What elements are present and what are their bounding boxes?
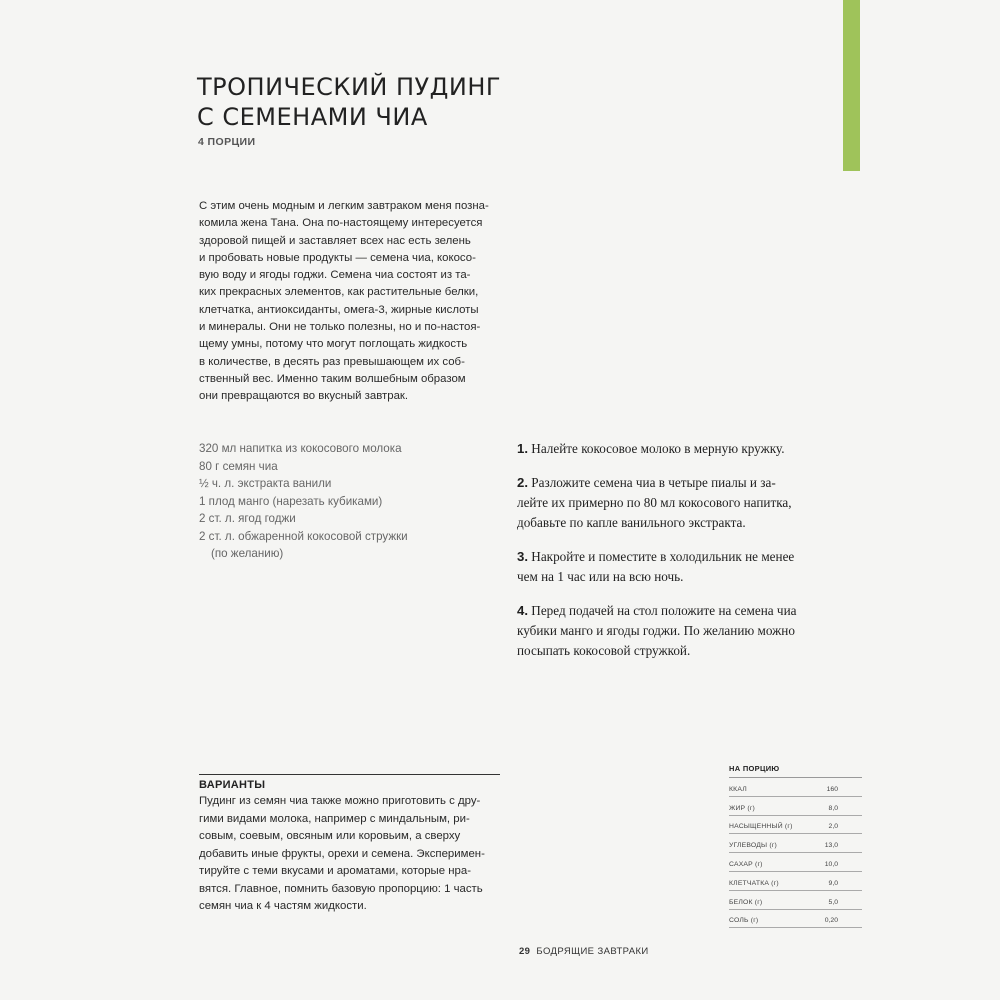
step-text: Налейте кокосовое молоко в мерную кружку. bbox=[531, 441, 785, 456]
nutrition-value: 10,0 bbox=[824, 860, 838, 868]
step-line bbox=[517, 547, 817, 567]
nutrition-row bbox=[729, 910, 862, 929]
nutrition-table bbox=[729, 764, 862, 928]
intro-line: ственный вес. Именно таким волшебным образом bbox=[199, 372, 466, 385]
recipe-title-line: ТРОПИЧЕСКИЙ ПУДИНГ bbox=[197, 73, 502, 101]
intro-line: щему умны, потому что могут поглощать жидкость bbox=[199, 338, 468, 351]
method-step bbox=[517, 601, 817, 661]
variants-line: добавить иные фрукты, орехи и семена. Эксперимен- bbox=[199, 847, 485, 860]
step-line bbox=[517, 439, 817, 459]
variants-divider bbox=[199, 774, 500, 775]
intro-line: ких прекрасных элементов, как растительные белки, bbox=[199, 286, 479, 299]
nutrition-label: САХАР (г) bbox=[729, 860, 763, 868]
ingredient-item: (по желанию) bbox=[211, 547, 284, 560]
step-text: посыпать кокосовой стружкой. bbox=[517, 643, 691, 658]
intro-line: в количестве, в десять раз превышающем их соб- bbox=[199, 355, 465, 368]
nutrition-label: ЖИР (г) bbox=[729, 804, 755, 812]
variants-box bbox=[199, 774, 500, 916]
intro-line: и минералы. Они не только полезны, но и по-настоя- bbox=[199, 321, 481, 334]
intro-line: вую воду и ягоды годжи. Семена чиа состоят из та- bbox=[199, 269, 471, 282]
step-text: кубики манго и ягоды годжи. По желанию можно bbox=[517, 623, 795, 638]
method-steps bbox=[517, 439, 817, 675]
intro-line: комила жена Тана. Она по-настоящему интересуется bbox=[199, 217, 483, 230]
nutrition-label: УГЛЕВОДЫ (г) bbox=[729, 842, 777, 850]
variants-line: тируйте с теми вкусами и ароматами, которые нра- bbox=[199, 865, 471, 877]
nutrition-label: КЛЕТЧАТКА (г) bbox=[729, 879, 779, 887]
ingredient-item: 2 ст. л. ягод годжи bbox=[199, 512, 296, 525]
step-number: 1. bbox=[517, 441, 528, 456]
nutrition-label: БЕЛОК (г) bbox=[729, 898, 763, 906]
step-text: добавьте по капле ванильного экстракта. bbox=[517, 515, 746, 530]
intro-line: и пробовать новые продукты — семена чиа, кокосо- bbox=[199, 251, 476, 264]
recipe-title bbox=[197, 72, 501, 132]
nutrition-label: СОЛЬ (г) bbox=[729, 917, 759, 925]
nutrition-label: ККАЛ bbox=[729, 785, 747, 793]
page-number: 29 bbox=[519, 946, 531, 957]
nutrition-value: 0,20 bbox=[824, 917, 838, 925]
variants-line: семян чиа к 4 частям жидкости. bbox=[199, 900, 367, 912]
ingredients-list bbox=[199, 440, 408, 563]
intro-line: клетчатка, антиоксиданты, омега-3, жирные кислоты bbox=[199, 303, 479, 316]
nutrition-row bbox=[729, 834, 862, 853]
step-text: Накройте и поместите в холодильник не менее bbox=[531, 549, 795, 564]
nutrition-row bbox=[729, 872, 862, 891]
nutrition-value: 9,0 bbox=[828, 879, 838, 887]
method-step bbox=[517, 473, 817, 533]
variants-line: Пудинг из семян чиа также можно приготовить с дру- bbox=[199, 795, 481, 807]
servings-label: 4 ПОРЦИИ bbox=[198, 136, 256, 148]
nutrition-row bbox=[729, 778, 862, 797]
nutrition-row bbox=[729, 816, 862, 835]
step-text: чем на 1 час или на всю ночь. bbox=[517, 569, 684, 584]
step-text: Разложите семена чиа в четыре пиалы и за- bbox=[531, 475, 776, 490]
method-step bbox=[517, 547, 817, 587]
method-step bbox=[517, 439, 817, 459]
nutrition-value: 13,0 bbox=[824, 842, 838, 850]
variants-heading: ВАРИАНТЫ bbox=[199, 779, 266, 791]
ingredient-item: 1 плод манго (нарезать кубиками) bbox=[199, 494, 383, 508]
variants-line: вятся. Главное, помнить базовую пропорцию: 1 часть bbox=[199, 882, 483, 895]
nutrition-value: 8,0 bbox=[828, 804, 838, 812]
recipe-title-line: С СЕМЕНАМИ ЧИА bbox=[197, 103, 428, 131]
ingredient-item: 320 мл напитка из кокосового молока bbox=[199, 442, 402, 455]
nutrition-heading: НА ПОРЦИЮ bbox=[729, 764, 862, 778]
page-footer bbox=[519, 946, 649, 957]
step-number: 3. bbox=[517, 549, 528, 564]
intro-line: они превращаются во вкусный завтрак. bbox=[199, 390, 409, 403]
intro-line: здоровой пищей и заставляет всех нас есть зелень bbox=[199, 234, 471, 247]
ingredient-item: ½ ч. л. экстракта ванили bbox=[199, 477, 332, 490]
step-text: Перед подачей на стол положите на семена чиа bbox=[531, 603, 797, 618]
nutrition-value: 5,0 bbox=[828, 898, 838, 906]
nutrition-row bbox=[729, 891, 862, 910]
nutrition-row bbox=[729, 797, 862, 816]
step-line bbox=[517, 473, 817, 493]
step-line bbox=[517, 601, 817, 621]
intro-paragraph bbox=[199, 198, 501, 406]
section-name: БОДРЯЩИЕ ЗАВТРАКИ bbox=[536, 946, 649, 957]
step-number: 4. bbox=[517, 603, 528, 618]
ingredient-item: 80 г семян чиа bbox=[199, 459, 278, 473]
ingredient-item: 2 ст. л. обжаренной кокосовой стружки bbox=[199, 529, 408, 543]
variants-line: гими видами молока, например с миндальным, ри- bbox=[199, 812, 470, 825]
nutrition-label: НАСЫЩЕННЫЙ (г) bbox=[729, 823, 793, 831]
variants-text bbox=[199, 793, 500, 916]
step-number: 2. bbox=[517, 475, 528, 490]
section-color-tab bbox=[843, 0, 860, 171]
variants-line: совым, соевым, овсяным или коровьим, а сверху bbox=[199, 830, 461, 842]
nutrition-value: 2,0 bbox=[828, 823, 838, 831]
nutrition-value: 160 bbox=[826, 785, 838, 793]
intro-line: С этим очень модным и легким завтраком меня позна- bbox=[199, 200, 489, 212]
nutrition-row bbox=[729, 853, 862, 872]
step-text: лейте их примерно по 80 мл кокосового напитка, bbox=[517, 495, 792, 510]
